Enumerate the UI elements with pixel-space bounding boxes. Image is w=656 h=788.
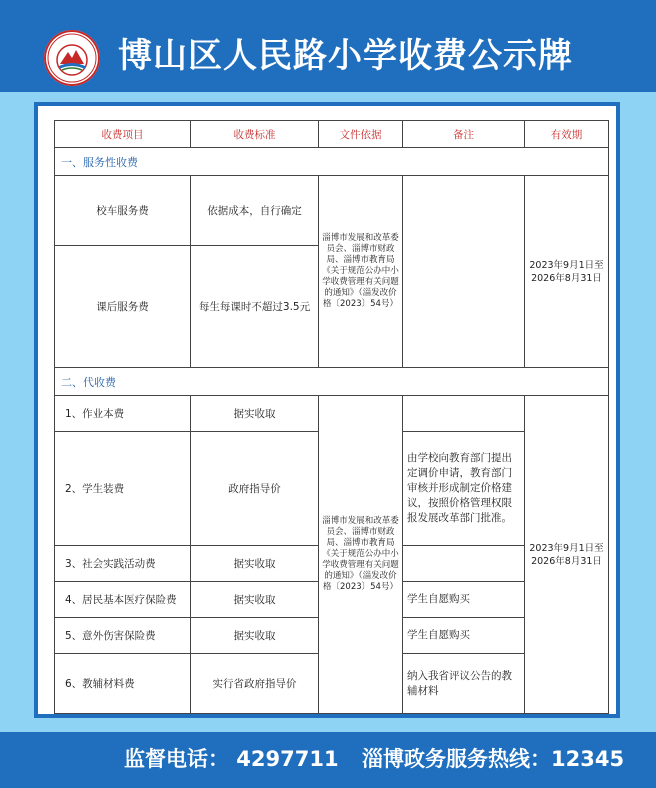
fee-standard: 据实收取 [191,618,319,654]
fee-standard: 每生每课时不超过3.5元 [191,246,319,368]
remark-cell [403,396,525,432]
fee-item: 课后服务费 [55,246,191,368]
fee-standard: 据实收取 [191,396,319,432]
header-banner [0,0,656,92]
remark-cell: 学生自愿购买 [403,618,525,654]
valid-period: 2023年9月1日至2026年8月31日 [525,176,609,368]
remark-cell [403,176,525,368]
section-row [55,148,609,176]
section-row [55,368,609,396]
fee-standard: 政府指导价 [191,432,319,546]
table-row [55,396,609,432]
document-basis: 淄博市发展和改革委员会、淄博市财政局、淄博市教育局《关于规范公办中小学收费管理有关问题的通知》（淄发改价格〔2023〕54号） [319,176,403,368]
remark-cell: 纳入我省评议公告的教辅材料 [403,654,525,714]
valid-period: 2023年9月1日至2026年8月31日 [525,396,609,714]
fee-standard: 依据成本，自行确定 [191,176,319,246]
fee-table [54,120,609,714]
school-logo [44,30,100,86]
fee-board [34,102,620,718]
footer-banner [0,732,656,788]
section-title: 一、服务性收费 [55,148,609,176]
remark-cell [403,546,525,582]
fee-standard: 据实收取 [191,546,319,582]
document-basis: 淄博市发展和改革委员会、淄博市财政局、淄博市教育局《关于规范公办中小学收费管理有关问题的通知》（淄发改价格〔2023〕54号） [319,396,403,714]
logo-emblem-icon [44,30,100,86]
service-hotline: 淄博政务服务热线：12345 [362,747,625,771]
column-header: 文件依据 [319,121,403,148]
remark-cell: 由学校向教育部门提出定调价申请，教育部门审核并形成制定价格建议，按照价格管理权限报发展改革部门批准。 [403,432,525,546]
fee-item: 6、教辅材料费 [55,654,191,714]
fee-item: 1、作业本费 [55,396,191,432]
fee-item: 2、学生装费 [55,432,191,546]
fee-item: 5、意外伤害保险费 [55,618,191,654]
table-header-row [55,121,609,148]
fee-item: 校车服务费 [55,176,191,246]
supervision-phone: 监督电话： 4297711 [124,747,339,771]
column-header: 有效期 [525,121,609,148]
remark-cell: 学生自愿购买 [403,582,525,618]
fee-standard: 实行省政府指导价 [191,654,319,714]
column-header: 收费项目 [55,121,191,148]
table-row [55,176,609,246]
column-header: 收费标准 [191,121,319,148]
fee-standard: 据实收取 [191,582,319,618]
column-header: 备注 [403,121,525,148]
fee-item: 3、社会实践活动费 [55,546,191,582]
fee-item: 4、居民基本医疗保险费 [55,582,191,618]
section-title: 二、代收费 [55,368,609,396]
page-title: 博山区人民路小学收费公示牌 [118,36,573,76]
